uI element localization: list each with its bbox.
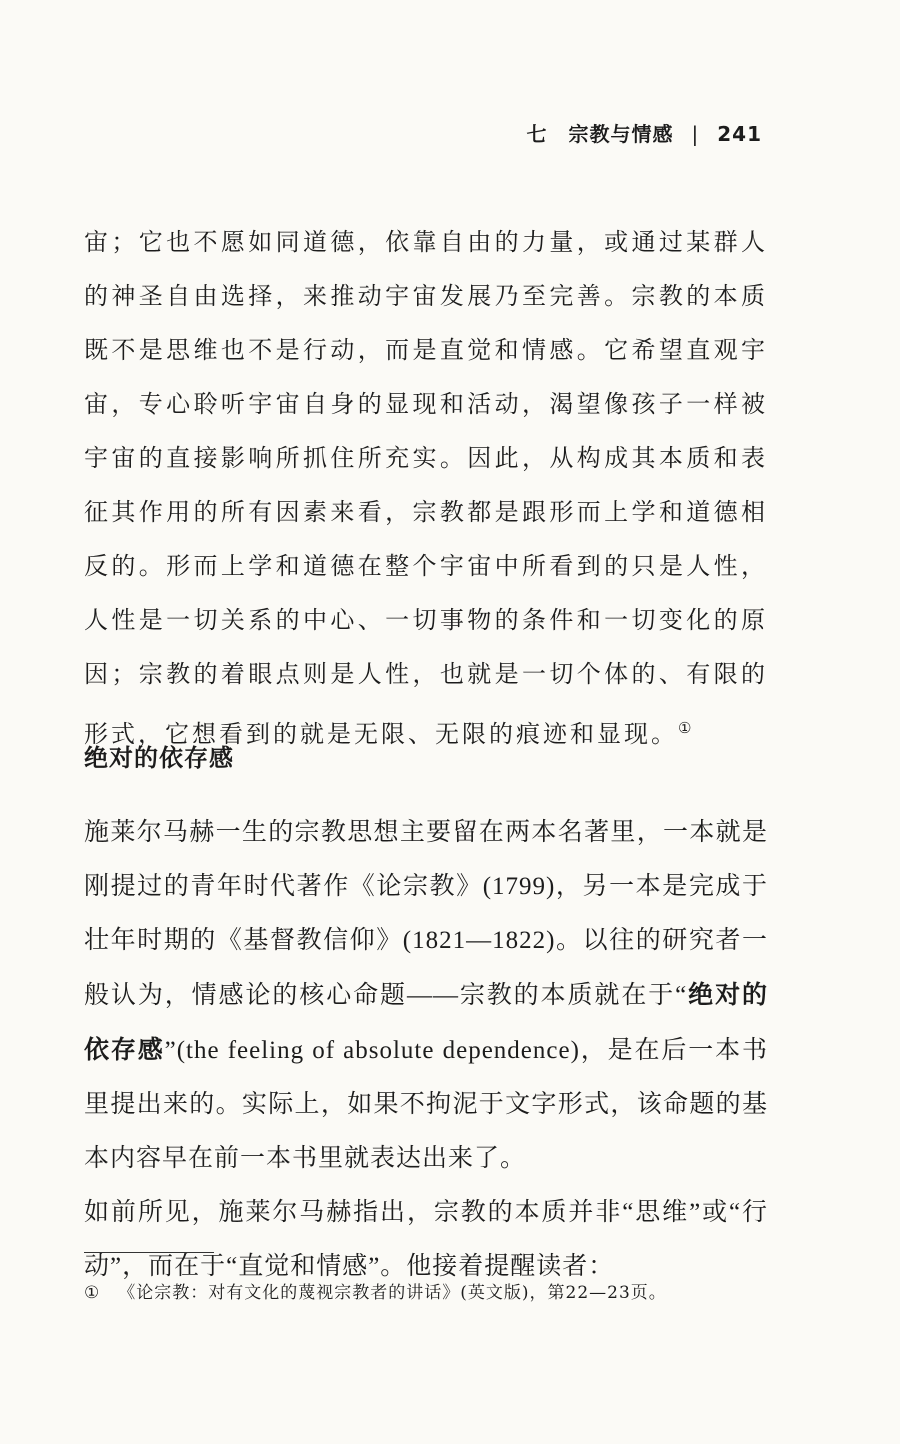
footnote-mark: ① [84, 1283, 101, 1303]
header-separator: | [691, 122, 700, 146]
footnote-reference: ① [678, 719, 692, 737]
running-head [527, 118, 763, 147]
body-text [84, 806, 768, 1294]
paragraph-1-end: ”(the feeling of absolute dependence)，是在后一本书里提出来的。实际上，如果不拘泥于文字形式，该命题的基本内容早在前一本书里就表达出来了。 [84, 1037, 768, 1172]
paragraph-1 [84, 806, 768, 1186]
chapter-title: 七 宗教与情感 [526, 122, 674, 146]
footnote [84, 1280, 774, 1306]
emphasized-term: 绝对的依存感 [84, 980, 768, 1064]
footnote-text: 《论宗教：对有文化的蔑视宗教者的讲话》(英文版)，第22—23页。 [118, 1283, 667, 1303]
footnote-rule [84, 1252, 214, 1253]
paragraph-2: 如前所见，施莱尔马赫指出，宗教的本质并非“思维”或“行动”，而在于“直觉和情感”。他接着提醒读者： [84, 1199, 768, 1280]
block-quote [84, 215, 768, 761]
paragraph-1-start: 施莱尔马赫一生的宗教思想主要留在两本名著里，一本就是刚提过的青年时代著作《论宗教》(1799)，另一本是完成于壮年时期的《基督教信仰》(1821—1822)。以往的研究者一般认为，情感论的核心命题——宗教的本质就在于“ [84, 819, 768, 1009]
section-heading: 绝对的依存感 [84, 744, 234, 772]
page-number: 241 [717, 122, 762, 146]
quote-text: 宙；它也不愿如同道德，依靠自由的力量，或通过某群人的神圣自由选择，来推动宇宙发展乃至完善。宗教的本质既不是思维也不是行动，而是直觉和情感。它希望直观宇宙，专心聆听宇宙自身的显现和活动，渴望像孩子一样被宇宙的直接影响所抓住所充实。因此，从构成其本质和表征其作用的所有因素来看，宗教都是跟形而上学和道德相反的。形而上学和道德在整个宇宙中所看到的只是人性，人性是一切关系的中心、一切事物的条件和一切变化的原因；宗教的着眼点则是人性，也就是一切个体的、有限的形式，它想看到的就是无限、无限的痕迹和显现。 [84, 228, 768, 748]
